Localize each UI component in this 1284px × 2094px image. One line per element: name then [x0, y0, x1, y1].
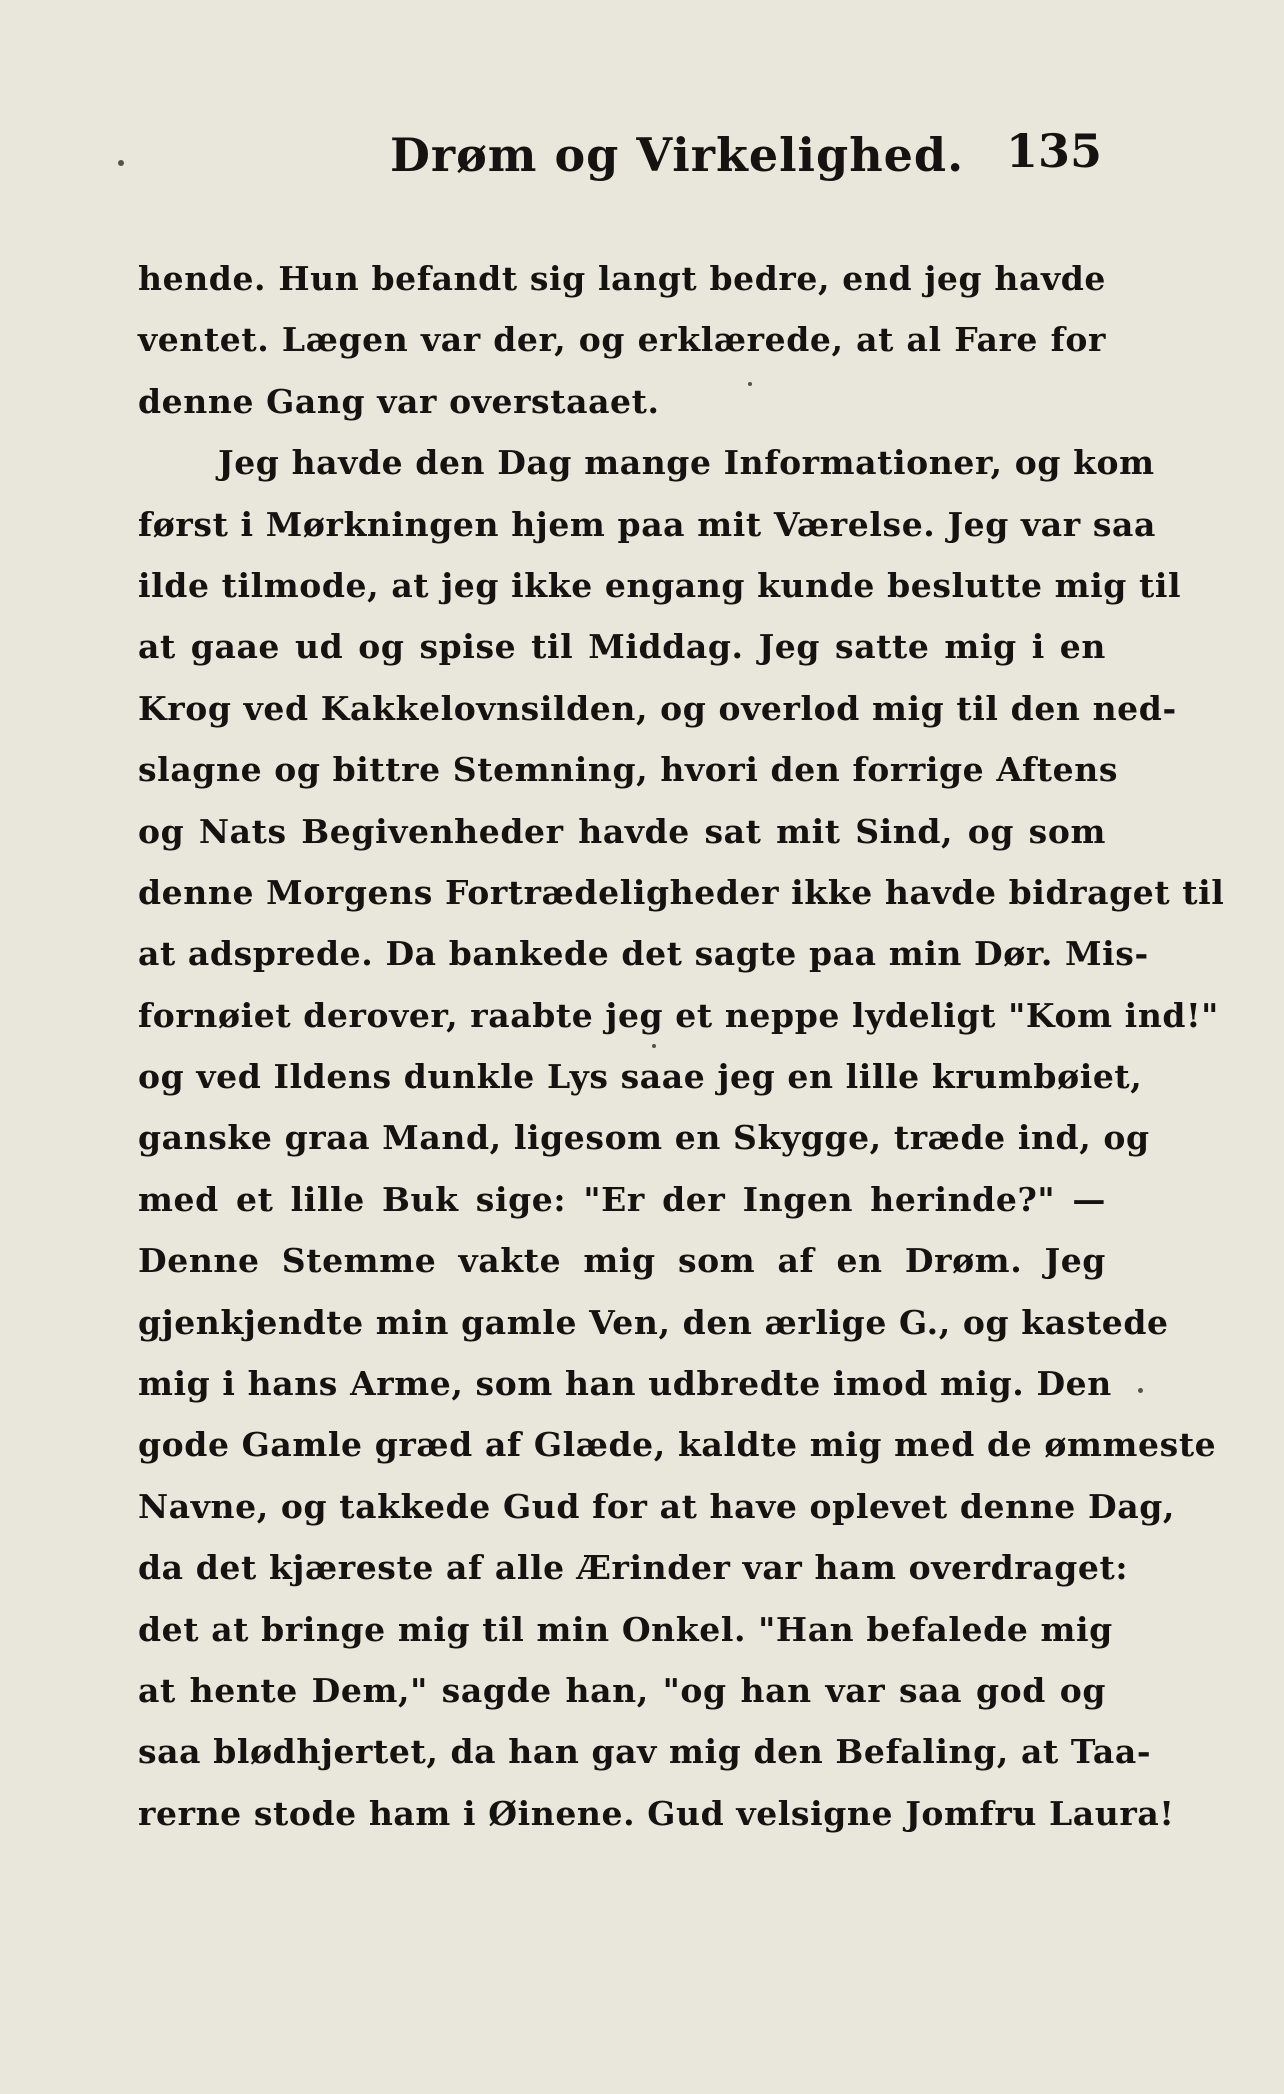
paper-speck: [652, 1044, 656, 1048]
text-line: da det kjæreste af alle Ærinder var ham overdraget:: [138, 1548, 1129, 1588]
text-line: gjenkjendte min gamle Ven, den ærlige G., og kastede: [138, 1302, 1169, 1342]
text-line: og Nats Begivenheder havde sat mit Sind, og som: [138, 811, 1106, 851]
text-line: denne Morgens Fortrædeligheder ikke havde bidraget til: [138, 872, 1225, 912]
text-line: saa blødhjertet, da han gav mig den Befaling, at Taa-: [138, 1732, 1152, 1772]
text-line: fornøiet derover, raabte jeg et neppe lydeligt "Kom ind!": [138, 995, 1219, 1035]
text-line: rerne stode ham i Øinene. Gud velsigne Jomfru Laura!: [138, 1793, 1175, 1833]
page-header: [130, 124, 1130, 198]
text-line: ventet. Lægen var der, og erklærede, at al Fare for: [138, 320, 1106, 360]
text-line: og ved Ildens dunkle Lys saae jeg en lille krumbøiet,: [138, 1057, 1143, 1097]
text-line: Denne Stemme vakte mig som af en Drøm. Jeg: [138, 1241, 1106, 1281]
text-line: med et lille Buk sige: "Er der Ingen herinde?" —: [138, 1179, 1106, 1219]
text-line: slagne og bittre Stemning, hvori den forrige Aftens: [138, 750, 1118, 790]
text-line: mig i hans Arme, som han udbredte imod mig. Den: [138, 1364, 1112, 1404]
text-line: ilde tilmode, at jeg ikke engang kunde beslutte mig til: [138, 565, 1182, 605]
text-line: det at bringe mig til min Onkel. "Han befalede mig: [138, 1609, 1113, 1649]
text-line: Jeg havde den Dag mange Informationer, og kom: [218, 443, 1155, 483]
text-line: at hente Dem," sagde han, "og han var saa god og: [138, 1670, 1106, 1710]
text-line: hende. Hun befandt sig langt bedre, end jeg havde: [138, 259, 1106, 298]
paper-speck: [748, 382, 752, 386]
body-text: [138, 248, 1225, 1844]
text-line: Navne, og takkede Gud for at have oplevet denne Dag,: [138, 1486, 1175, 1526]
text-line: at adsprede. Da bankede det sagte paa min Dør. Mis-: [138, 934, 1149, 974]
page-number: 135: [1005, 124, 1102, 178]
text-line: først i Mørkningen hjem paa mit Værelse. Jeg var saa: [138, 504, 1157, 544]
paper-speck: [118, 160, 124, 166]
text-line: denne Gang var overstaaet.: [138, 381, 660, 421]
paper-speck: [1138, 1388, 1143, 1393]
text-line: gode Gamle græd af Glæde, kaldte mig med de ømmeste: [138, 1425, 1217, 1465]
running-title: Drøm og Virkelighed.: [390, 128, 965, 182]
text-line: ganske graa Mand, ligesom en Skygge, træde ind, og: [138, 1118, 1150, 1158]
text-line: Krog ved Kakkelovnsilden, og overlod mig til den ned-: [138, 688, 1177, 728]
text-line: at gaae ud og spise til Middag. Jeg satte mig i en: [138, 627, 1106, 667]
